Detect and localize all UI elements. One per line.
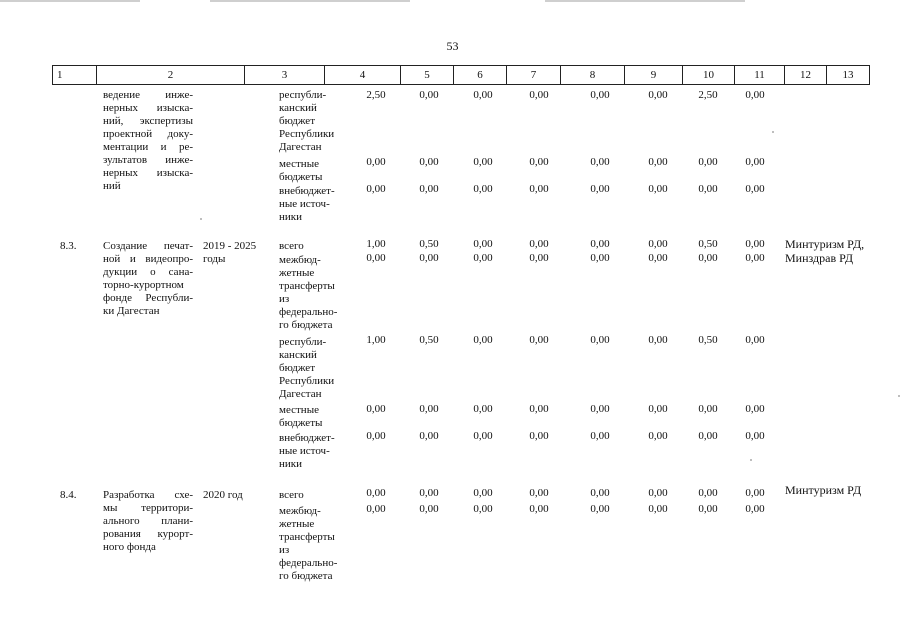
scan-speck	[750, 459, 752, 461]
scan-edge-line	[210, 0, 410, 2]
header-col-4: 4	[325, 66, 401, 84]
implementation-period: 2020 год	[203, 489, 243, 501]
funding-source-federal: межбюд- жетные трансферты из федерально- го бюджета	[279, 505, 338, 582]
header-col-12: 12	[785, 66, 827, 84]
table-header	[52, 65, 870, 85]
header-col-1: 1	[53, 66, 97, 84]
scan-speck	[200, 218, 202, 220]
header-col-6: 6	[454, 66, 507, 84]
header-col-7: 7	[507, 66, 561, 84]
executor: Минтуризм РД	[785, 483, 862, 497]
funding-source-total: всего	[279, 489, 304, 501]
activity-name: Разработка схе- мы территори- ального плани- рования курорт- ного фонда	[103, 489, 193, 553]
activity-name: ведение инже- нерных изыска- ний, экспертизы проектной доку- ментации и ре- зультатов инже- нерных изыска- ний	[103, 89, 193, 192]
header-col-9: 9	[625, 66, 683, 84]
funding-source-republic: республи- канский бюджет Республики Дагестан	[279, 89, 335, 153]
scan-edge-line	[545, 0, 745, 2]
header-col-11: 11	[735, 66, 785, 84]
funding-source-total: всего	[279, 240, 304, 252]
header-col-5: 5	[401, 66, 454, 84]
funding-source-local: местные бюджеты	[279, 404, 323, 429]
scan-speck	[898, 395, 900, 397]
header-col-8: 8	[561, 66, 625, 84]
scan-edge-line	[0, 0, 140, 2]
funding-source-local: местные бюджеты	[279, 158, 323, 183]
implementation-period: 2019 - 2025 годы	[203, 240, 257, 265]
funding-source-republic: республи- канский бюджет Республики Дагестан	[279, 336, 335, 400]
funding-source-federal: межбюд- жетные трансферты из федерально- го бюджета	[279, 254, 338, 331]
executor: Минтуризм РД, Минздрав РД	[785, 237, 865, 265]
activity-name: Создание печат- ной и видеопро- дукции о сана- торно-курортном фонде Республи- ки Дагестан	[103, 240, 193, 317]
row-number: 8.3.	[60, 240, 77, 252]
funding-source-extrabudget: внебюджет- ные источ- ники	[279, 432, 335, 470]
scan-speck	[772, 131, 774, 133]
row-number: 8.4.	[60, 489, 77, 501]
page-number: 53	[446, 39, 459, 53]
funding-source-extrabudget: внебюджет- ные источ- ники	[279, 185, 335, 223]
header-col-2: 2	[97, 66, 245, 84]
header-col-13: 13	[842, 69, 854, 81]
header-col-10: 10	[683, 66, 735, 84]
header-col-3: 3	[245, 66, 325, 84]
